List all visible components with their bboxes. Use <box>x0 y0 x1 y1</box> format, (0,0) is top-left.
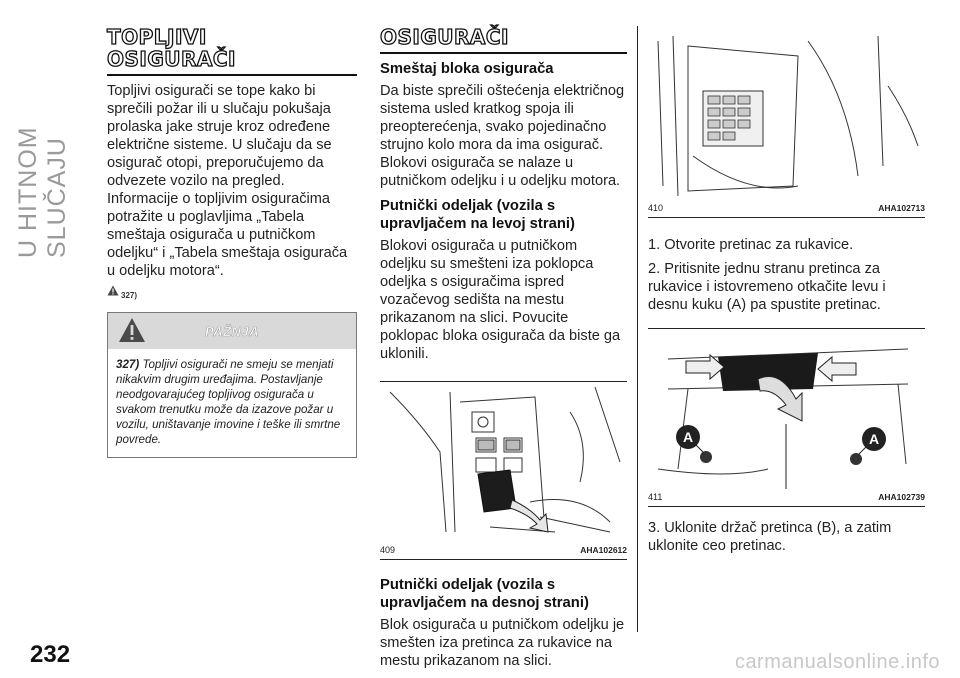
figure-number: 409 <box>380 545 396 555</box>
column-osiguraci <box>380 26 627 670</box>
column-koraci <box>648 36 925 555</box>
pull-arrow <box>510 500 548 532</box>
figure-number: 411 <box>648 492 663 502</box>
warning-number: 327) <box>116 358 140 371</box>
section-title-osiguraci: OSIGURAČI <box>380 25 510 49</box>
figure-411 <box>648 328 925 507</box>
step-1: 1. Otvorite pretinac za rukavice. <box>648 237 854 253</box>
warning-text: Topljivi osigurači ne smeju se menjati nikakvim drugim uređajima. Postavljanje neodgovarajućeg topljivog osigurača u svakom trenutku može da izazove požar u vozilu, uništavanje imovine i teške ili smrtne povrede. <box>116 358 341 446</box>
section-title-topljivi <box>107 26 357 70</box>
warning-triangle-icon <box>118 317 146 343</box>
figure-number: 410 <box>648 203 664 213</box>
warning-body <box>108 349 356 457</box>
subheading-smestaj: Smeštaj bloka osigurača <box>380 61 554 77</box>
right-push-arrow <box>818 357 856 381</box>
paragraph-desni-volan: Blok osigurača u putničkom odeljku je smešten iza pretinca za rukavice na mestu prikazanom na slici. <box>380 617 625 669</box>
hook-right <box>850 453 862 465</box>
figure-code: AHA102612 <box>580 545 627 555</box>
intro-paragraph: Topljivi osigurači se tope kako bi sprečili požar ili u slučaju pokušaja prolaska jake struje kroz određene električne sisteme. U slučaju da se osigurač otopi, preporučujemo da odvezete vozilo na pregled. Informacije o topljivim osiguračima potražite u poglavljima „Tabela smeštaja osigurača u putničkom odeljku“ i „Tabela smeštaja osigurača u odeljku motora“. <box>107 83 348 279</box>
title-rule <box>107 74 357 76</box>
glovebox-release-illustration <box>648 329 925 489</box>
figure-caption <box>380 545 627 560</box>
callout-a-left: A <box>682 429 694 445</box>
step-3: 3. Uklonite držač pretinca (B), a zatim uklonite ceo pretinac. <box>648 520 892 554</box>
figure-code: AHA102713 <box>878 203 925 213</box>
subheading-desni-volan: Putnički odeljak (vozila s upravljačem na desnoj strani) <box>380 577 589 611</box>
title-line-1: TOPLJIVI <box>107 25 207 49</box>
warning-header-label: PAŽNJA <box>204 323 260 339</box>
figure-410 <box>648 36 925 218</box>
page-number: 232 <box>30 641 71 668</box>
figure-code: AHA102739 <box>878 492 925 502</box>
figure-caption <box>648 203 925 218</box>
step-2: 2. Pritisnite jednu stranu pretinca za rukavice i istovremeno otkačite levu i desnu kuku (A) pa spustite pretinac. <box>648 261 886 313</box>
watermark: carmanualsonline.info <box>734 651 940 673</box>
figure-409 <box>380 381 627 560</box>
fuse-cover-illustration <box>380 382 627 542</box>
side-chapter-label: U HITNOM SLUČAJU <box>14 126 71 258</box>
warning-reference[interactable] <box>107 285 357 300</box>
warning-box <box>107 312 357 458</box>
paragraph-smestaj: Da biste sprečili oštećenja električnog sistema usled kratkog spoja ili preopterećenja, svako pojedinačno strujno kolo mora da ima osigurač. Blokovi osigurača se nalaze u putničkom odeljku i u odeljku motora. <box>380 83 625 189</box>
paragraph-levi-volan: Blokovi osigurača u putničkom odeljku su smešteni iza poklopca odeljka s osiguračima ispred vozačevog sedišta na mestu prikazanom na slici. Povucite poklopac bloka osigurača da biste ga uklonili. <box>380 238 621 362</box>
warning-triangle-icon <box>107 285 119 296</box>
warning-header <box>108 313 356 349</box>
column-divider-right <box>637 26 638 632</box>
title-rule <box>380 52 627 54</box>
side-chapter-tab <box>14 28 71 588</box>
callout-a-right: A <box>868 431 880 447</box>
figure-caption <box>648 492 925 507</box>
subheading-levi-volan: Putnički odeljak (vozila s upravljačem na levoj strani) <box>380 198 575 232</box>
reference-number: 327) <box>121 291 138 300</box>
title-line-2: OSIGURAČI <box>107 47 237 71</box>
column-topljivi-osiguraci <box>107 26 357 458</box>
hook-left <box>700 451 712 463</box>
glovebox-area-illustration <box>648 36 925 200</box>
